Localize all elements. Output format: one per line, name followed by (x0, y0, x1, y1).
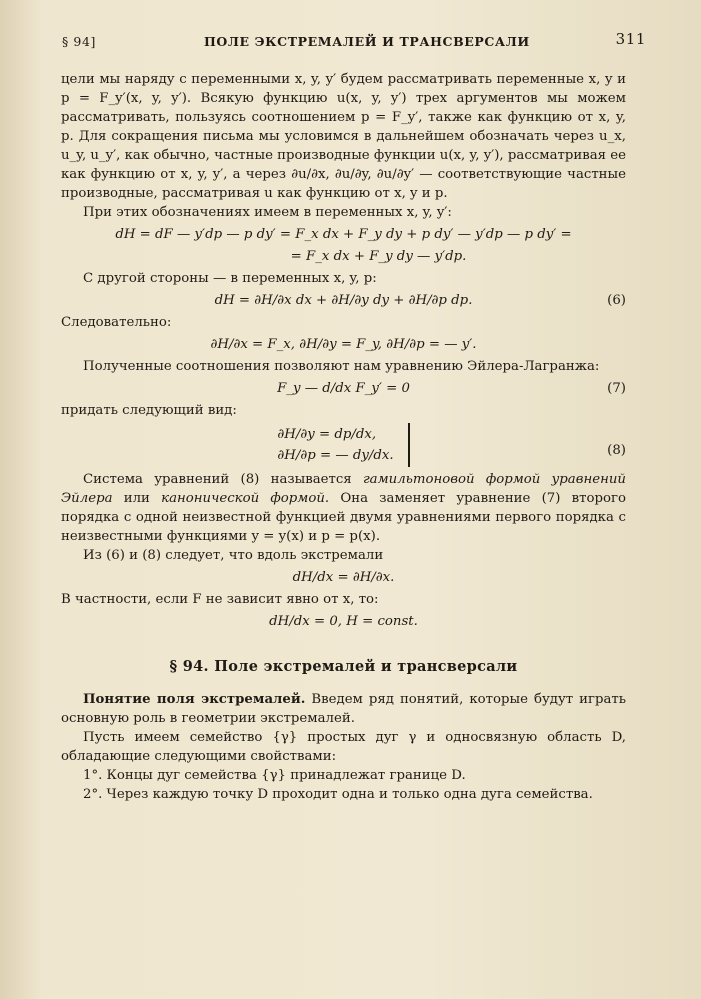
equation-number: (6) (607, 293, 626, 308)
paragraph: Пусть имеем семейство {γ} простых дуг γ и односвязную область D, обладающие следующими свойствами: (61, 730, 626, 764)
equation-7 (61, 379, 626, 398)
text-run: или (123, 491, 150, 506)
paragraph: В частности, если F не зависит явно от x, то: (61, 592, 379, 607)
text-run: Система уравнений (8) называется (83, 472, 352, 487)
running-header (56, 30, 646, 52)
emphasis: канонической формой. (161, 491, 330, 506)
paragraph: цели мы наряду с переменными x, y, y′ будем рассматривать переменные x, y и p = F_y′(x, y, y′). Всякую функцию u(x, y, y′) трех аргументов мы можем рассматривать, пользуясь соотношением p = F_y′, также как функцию от x, y, p. Для сокращения письма мы условимся в дальнейшем обозначать через u_x, u_y, u_y′, как обычно, частные производные функции u(x, y, y′), рассматривая ее как функцию от x, y, y′, а через ∂u/∂x, ∂u/∂y, ∂u/∂y′ — соответствующие частные производные, рассматривая u как функцию от x, y и p. (61, 72, 626, 201)
paragraph: При этих обозначениях имеем в переменных x, y, y′: (83, 205, 452, 220)
formula: ∂H/∂x = F_x, ∂H/∂y = F_y, ∂H/∂p = — y′. (210, 337, 477, 352)
list-item: 2°. Через каждую точку D проходит одна и только одна дуга семейства. (83, 787, 593, 802)
equation-system (277, 423, 409, 467)
equation-number: (7) (607, 381, 626, 396)
emphasis: гамильтоновой формой уравнений Эйлера (61, 472, 626, 506)
equation-8 (61, 423, 626, 467)
paragraph: Из (6) и (8) следует, что вдоль экстремали (83, 548, 384, 563)
equation-number: (8) (607, 443, 626, 458)
formula: dH/dx = ∂H/∂x. (292, 570, 395, 585)
run-in-heading: Понятие поля экстремалей. (83, 692, 306, 707)
page-number: 311 (615, 30, 646, 48)
paragraph (61, 470, 626, 546)
text-run: Введем ряд понятий, которые будут играть основную роль в геометрии экстремалей. (61, 692, 626, 726)
paragraph: Следовательно: (61, 315, 172, 330)
formula: dH/dx = 0, H = const. (269, 614, 418, 629)
header-title: ПОЛЕ ЭКСТРЕМАЛЕЙ И ТРАНСВЕРСАЛИ (204, 34, 530, 49)
list-item: 1°. Концы дуг семейства {γ} принадлежат границе D. (83, 768, 466, 783)
text-run: Она заменяет уравнение (7) второго порядка с одной неизвестной функцией двумя уравнениями первого порядка с неизвестными функциями y = y(x) и p = p(x). (61, 491, 627, 544)
formula: dH = dF — y′dp — p dy′ = F_x dx + F_y dy + p dy′ — y′dp — p dy′ = (115, 227, 572, 242)
paragraph: С другой стороны — в переменных x, y, p: (83, 271, 377, 286)
section-heading: § 94. Поле экстремалей и трансверсали (169, 658, 518, 675)
paragraph: придать следующий вид: (61, 403, 237, 418)
header-section-ref: § 94] (62, 34, 97, 49)
paragraph: Полученные соотношения позволяют нам уравнению Эйлера-Лагранжа: (83, 359, 600, 374)
equation-6 (61, 291, 626, 310)
formula-text: dH = ∂H/∂x dx + ∂H/∂y dy + ∂H/∂p dp. (214, 293, 473, 308)
page-content (61, 70, 626, 804)
formula-text: F_y — d/dx F_y′ = 0 (277, 381, 410, 396)
formula: = F_x dx + F_y dy — y′dp. (290, 249, 467, 264)
system-row: ∂H/∂p = — dy/dx. (277, 448, 394, 463)
system-row: ∂H/∂y = dp/dx, (277, 427, 377, 442)
paragraph (61, 690, 626, 728)
